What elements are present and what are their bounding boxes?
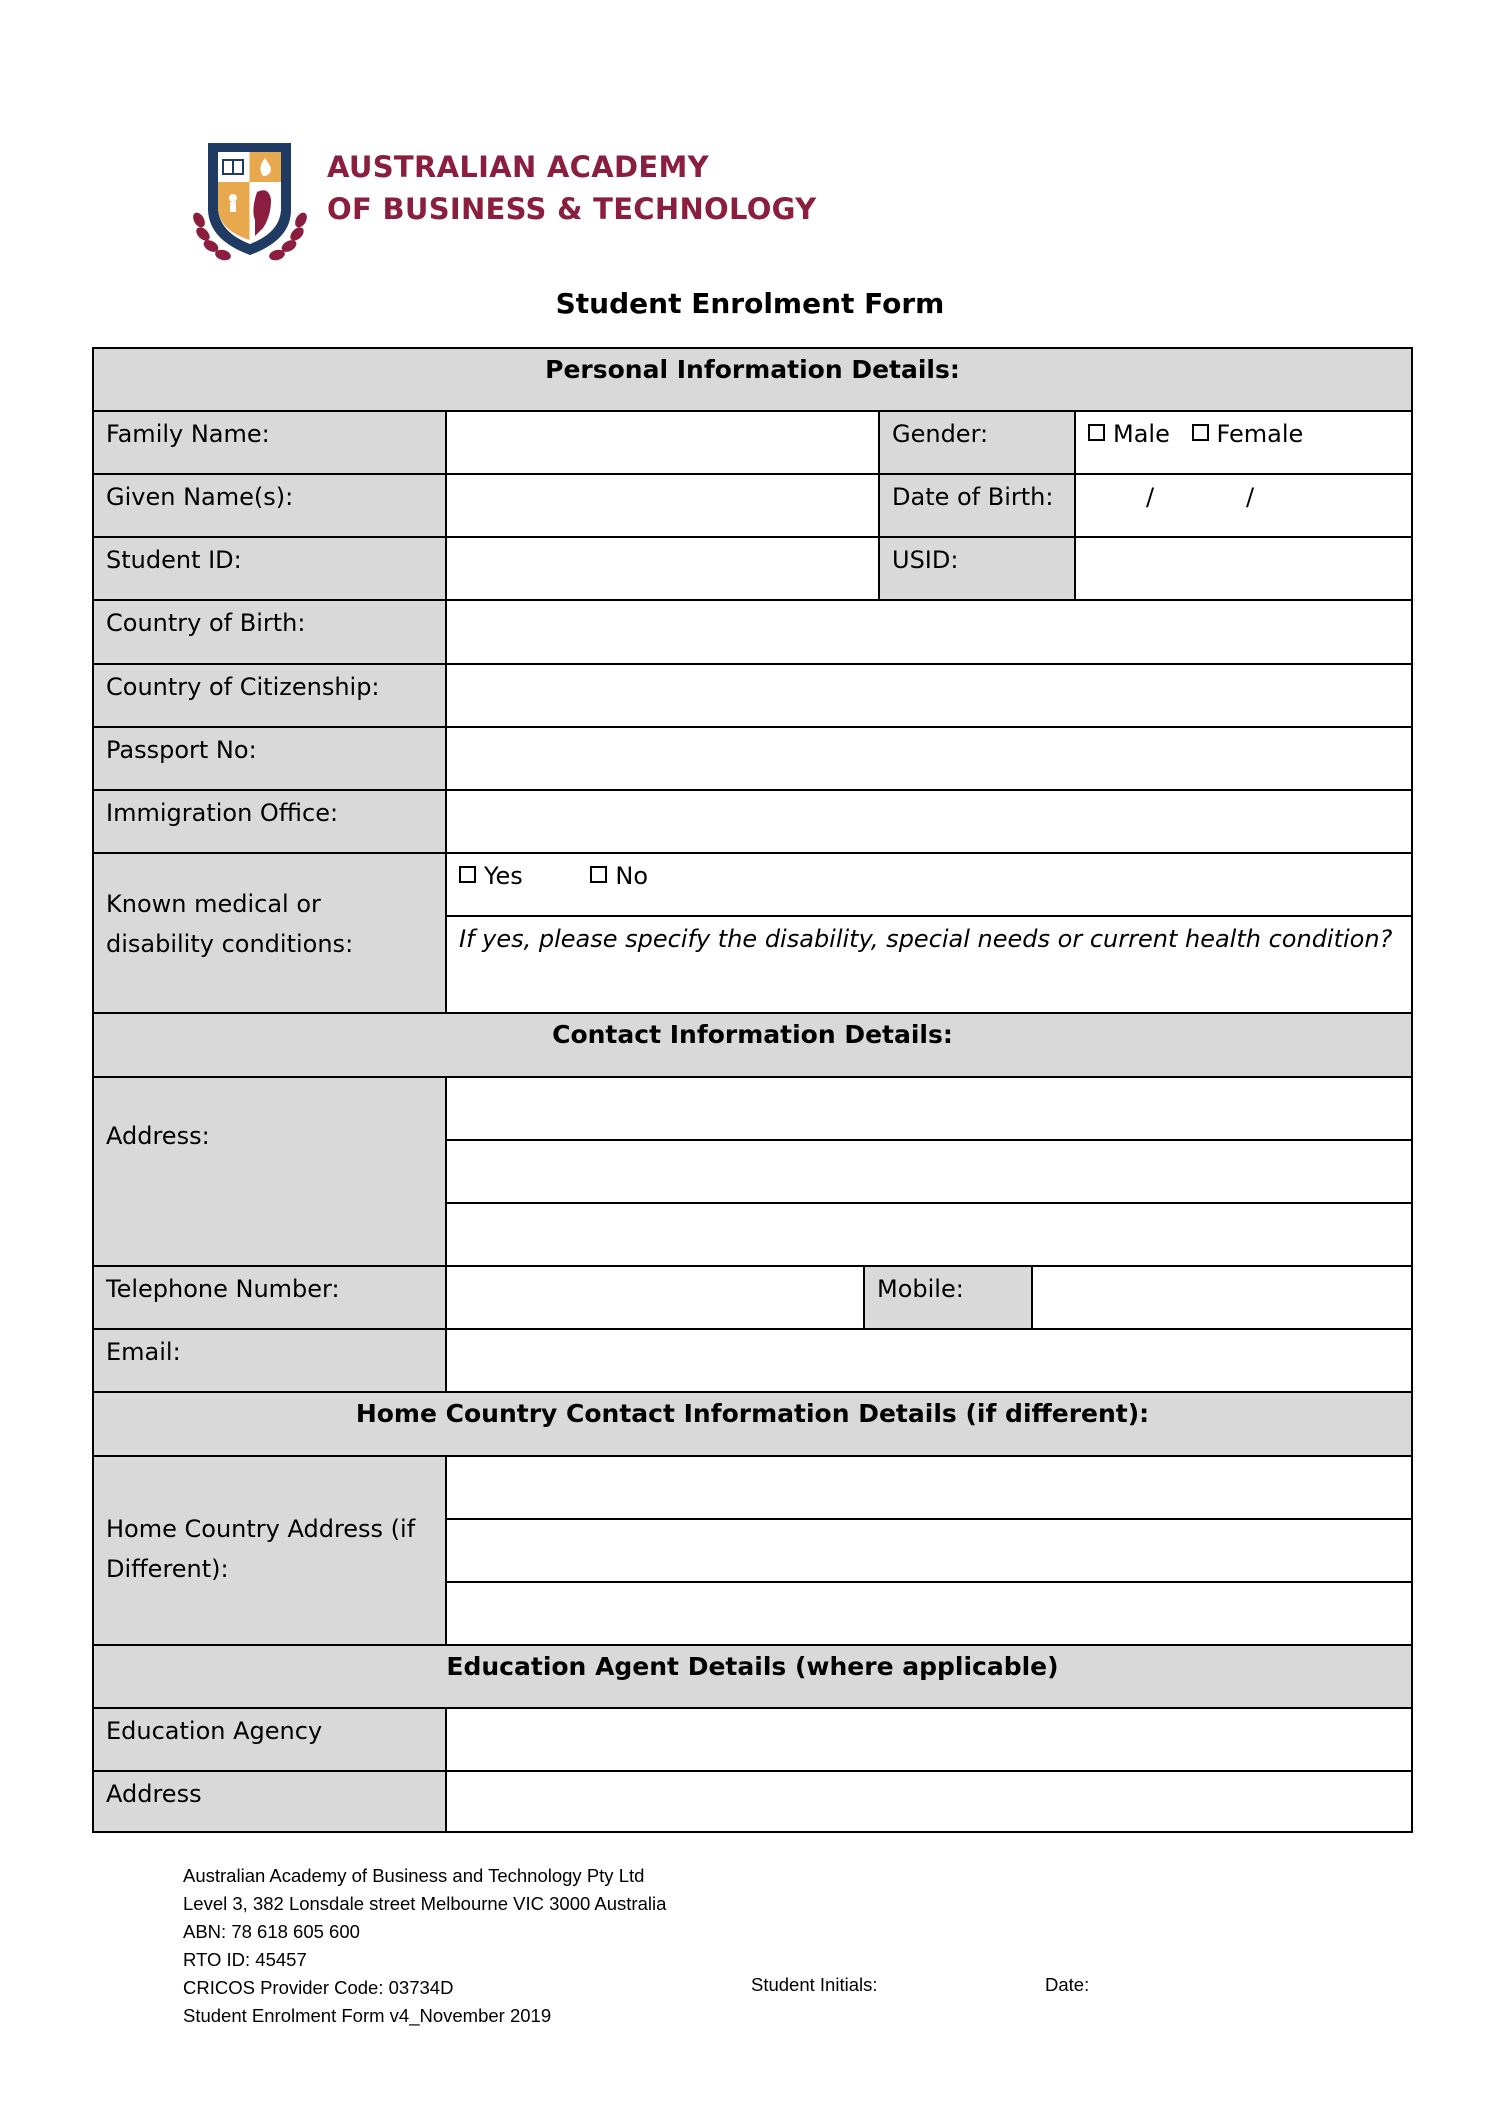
usid-label: USID: — [880, 538, 1076, 601]
date-label: Date: — [1045, 1974, 1090, 1995]
dob-label: Date of Birth: — [880, 475, 1076, 538]
education-agency-label: Education Agency — [94, 1709, 447, 1772]
medical-no-option[interactable]: No — [590, 862, 648, 890]
enrolment-form-table — [92, 347, 1413, 1833]
section-header-personal: Personal Information Details: — [94, 349, 1411, 412]
family-name-label: Family Name: — [94, 412, 447, 475]
education-agency-field[interactable] — [447, 1709, 1411, 1772]
medical-details-field[interactable]: If yes, please specify the disability, special needs or current health condition? — [447, 917, 1411, 1014]
dob-separator: / — [1146, 483, 1155, 511]
telephone-field[interactable] — [447, 1267, 865, 1330]
section-header-agent: Education Agent Details (where applicable) — [94, 1646, 1411, 1709]
given-names-field[interactable] — [447, 475, 880, 538]
org-name-line1: AUSTRALIAN ACADEMY — [327, 150, 709, 184]
passport-label: Passport No: — [94, 728, 447, 791]
agent-address-field[interactable] — [447, 1772, 1411, 1831]
home-address-line1-field[interactable] — [447, 1457, 1411, 1520]
citizenship-field[interactable] — [447, 665, 1411, 728]
gender-male-option[interactable]: Male — [1088, 420, 1170, 448]
home-address-label: Home Country Address (if Different): — [94, 1457, 447, 1646]
medical-conditions-label: Known medical or disability conditions: — [94, 854, 447, 1014]
footer-version: Student Enrolment Form v4_November 2019 — [183, 2005, 552, 2026]
logo — [185, 140, 315, 265]
address-line2-field[interactable] — [447, 1141, 1411, 1204]
medical-yes-no — [447, 854, 1411, 917]
immigration-office-field[interactable] — [447, 791, 1411, 854]
student-id-label: Student ID: — [94, 538, 447, 601]
email-field[interactable] — [447, 1330, 1411, 1393]
agent-address-label: Address — [94, 1772, 447, 1831]
section-header-contact: Contact Information Details: — [94, 1014, 1411, 1078]
footer — [183, 1862, 666, 2030]
usid-field[interactable] — [1076, 538, 1411, 601]
address-label: Address: — [94, 1078, 447, 1267]
yes-checkbox[interactable] — [459, 866, 476, 883]
crest-icon — [185, 140, 315, 265]
given-names-label: Given Name(s): — [94, 475, 447, 538]
country-of-birth-field[interactable] — [447, 601, 1411, 665]
home-address-line3-field[interactable] — [447, 1583, 1411, 1646]
passport-field[interactable] — [447, 728, 1411, 791]
male-checkbox[interactable] — [1088, 424, 1105, 441]
citizenship-label: Country of Citizenship: — [94, 665, 447, 728]
country-of-birth-label: Country of Birth: — [94, 601, 447, 665]
dob-separator: / — [1246, 483, 1255, 511]
footer-abn: ABN: 78 618 605 600 — [183, 1921, 360, 1942]
gender-label: Gender: — [880, 412, 1076, 475]
telephone-label: Telephone Number: — [94, 1267, 447, 1330]
footer-rto: RTO ID: 45457 — [183, 1949, 307, 1970]
gender-options — [1076, 412, 1411, 475]
immigration-office-label: Immigration Office: — [94, 791, 447, 854]
section-header-home-country: Home Country Contact Information Details (if different): — [94, 1393, 1411, 1457]
no-checkbox[interactable] — [590, 866, 607, 883]
footer-address: Level 3, 382 Lonsdale street Melbourne VIC 3000 Australia — [183, 1893, 667, 1914]
mobile-field[interactable] — [1033, 1267, 1411, 1330]
family-name-field[interactable] — [447, 412, 880, 475]
student-initials-label: Student Initials: — [751, 1974, 878, 1995]
dob-field[interactable] — [1076, 475, 1411, 538]
mobile-label: Mobile: — [865, 1267, 1033, 1330]
org-name-line2: OF BUSINESS & TECHNOLOGY — [327, 192, 817, 226]
email-label: Email: — [94, 1330, 447, 1393]
footer-company: Australian Academy of Business and Technology Pty Ltd — [183, 1865, 645, 1886]
address-line1-field[interactable] — [447, 1078, 1411, 1141]
org-name — [327, 146, 816, 230]
medical-yes-option[interactable]: Yes — [459, 862, 523, 890]
page-title: Student Enrolment Form — [555, 287, 945, 320]
gender-female-option[interactable]: Female — [1192, 420, 1304, 448]
footer-cricos: CRICOS Provider Code: 03734D — [183, 1977, 454, 1998]
address-line3-field[interactable] — [447, 1204, 1411, 1267]
home-address-line2-field[interactable] — [447, 1520, 1411, 1583]
female-checkbox[interactable] — [1192, 424, 1209, 441]
student-id-field[interactable] — [447, 538, 880, 601]
